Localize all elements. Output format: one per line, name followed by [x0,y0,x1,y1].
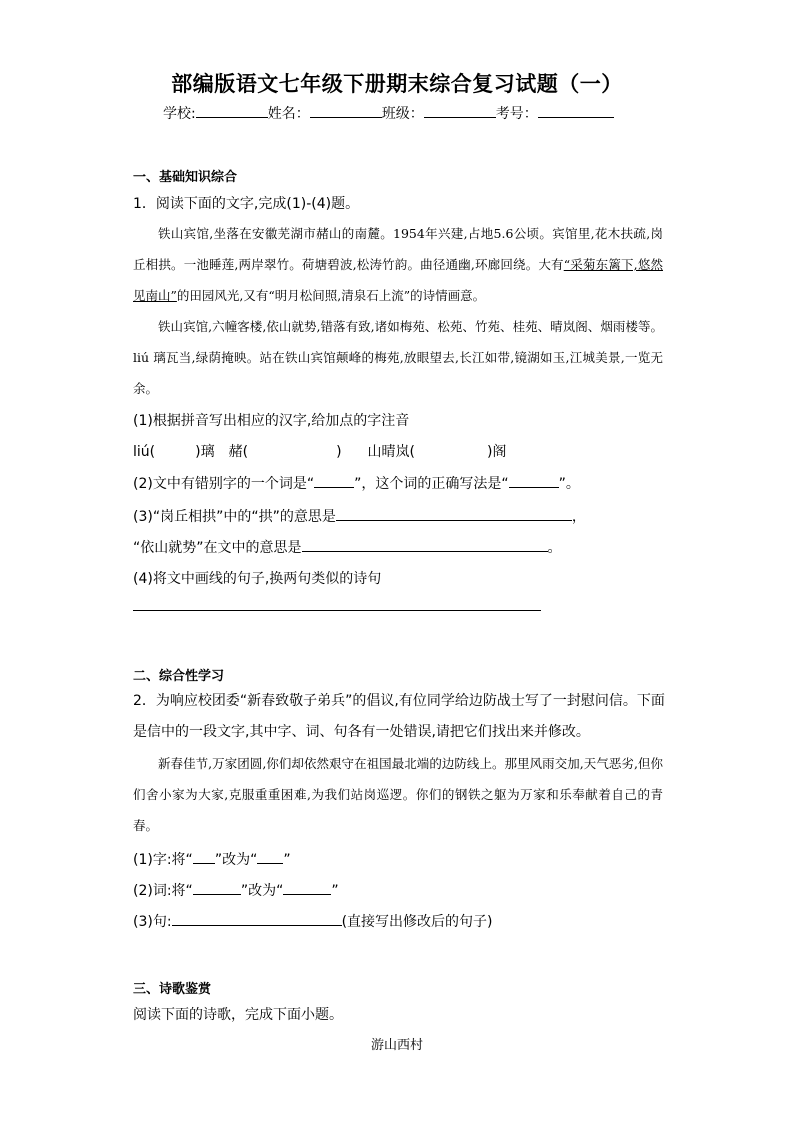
sub1-b-open: 赭( [228,444,249,460]
s2-text-a: (2)词:将“ [133,883,193,899]
sub3-text-a: (3)“岗丘相拱”中的“拱”的意思是 [133,509,336,525]
class-blank[interactable] [424,103,496,118]
passage-paragraph-2: 铁山宾馆,六幢客楼,依山就势,错落有致,诸如梅苑、松苑、竹苑、桂苑、晴岚阁、烟雨楼等。liú 璃瓦当,绿荫掩映。站在铁山宾馆颠峰的梅苑,放眼望去,长江如带,镜湖如玉,江城美景,一览无余。 [133,319,663,396]
sub2-text-a: (2)文中有错别字的一个词是“ [133,476,315,492]
s1-text-b: ”改为“ [214,852,258,868]
underlined-poem-line: “采菊东篱下,悠然见南山” [133,257,663,303]
word-correct-blank[interactable] [283,881,331,895]
sub1-c-open: 山晴岚( [367,444,415,460]
char-wrong-blank[interactable] [193,850,215,864]
sentence-fix-blank[interactable] [172,912,342,926]
wrong-word-blank[interactable] [314,474,354,488]
s3-text-a: (3)句: [133,914,172,930]
sub1-a-close: )璃 [195,444,215,460]
exam-number-blank[interactable] [538,103,614,118]
section2-heading: 二、综合性学习 [133,669,225,684]
s1-text-a: (1)字:将“ [133,852,193,868]
passage-p1-text-b: 的田园风光,又有“明月松间照,清泉石上流”的诗情画意。 [176,288,486,303]
word-wrong-blank[interactable] [193,881,241,895]
passage-p1-text-a: 铁山宾馆,坐落在安徽芜湖市赭山的南麓。1954年兴建,占地5.6公顷。宾馆里,花木扶疏,岗丘相拱。一池睡莲,两岸翠竹。荷塘碧波,松涛竹韵。曲径通幽,环廊回绕。大有 [133,226,663,272]
q2-prompt-line1: 2．为响应校团委“新春致敬子弟兵”的倡议,有位同学给边防战士写了一封慰问信。下面 [133,693,665,709]
q2-sub2 [133,880,339,900]
q2-sub1 [133,849,291,869]
section3-prompt: 阅读下面的诗歌，完成下面小题。 [133,1007,343,1023]
school-blank[interactable] [196,103,268,118]
sub1-c-close: )阁 [487,444,507,460]
page-title: 部编版语文七年级下册期末综合复习试题（一） [171,71,623,96]
student-info-line [163,103,614,123]
name-blank[interactable] [310,103,382,118]
section3-heading: 三、诗歌鉴赏 [133,982,212,997]
s3-text-b: (直接写出修改后的句子) [341,914,493,930]
school-label: 学校: [163,106,196,122]
sub3-text-c: “依山就势”在文中的意思是 [133,540,302,556]
sub1-b-close: ) [336,444,342,460]
q1-sub3-line2 [133,537,562,557]
s2-text-b: ”改为“ [240,883,284,899]
yishan-meaning-blank[interactable] [302,538,548,552]
passage-paragraph-1 [133,218,663,311]
q1-sub1-answers [133,441,506,461]
sub2-text-b: ”，这个词的正确写法是“ [354,476,509,492]
gong-meaning-blank[interactable] [336,507,572,521]
sub4-answer-line[interactable] [133,610,541,611]
q2-prompt-line2: 是信中的一段文字,其中字、词、句各有一处错误,请把它们找出来并修改。 [133,724,590,740]
sub1-a-open: liú( [133,444,156,460]
q1-sub3-line1 [133,506,586,526]
correct-word-blank[interactable] [509,474,559,488]
q2-sub3 [133,911,493,931]
char-correct-blank[interactable] [257,850,283,864]
s1-text-c: ” [283,852,291,868]
class-label: 班级： [381,106,424,122]
q1-sub4: (4)将文中画线的句子,换两句类似的诗句 [133,571,382,587]
s2-text-c: ” [331,883,339,899]
sub3-text-b: ， [571,509,586,525]
exam-number-label: 考号： [495,106,538,122]
section1-heading: 一、基础知识综合 [133,170,238,185]
q1-sub1: (1)根据拼音写出相应的汉字,给加点的字注音 [133,413,410,429]
sub2-text-c: ”。 [558,476,580,492]
poem-title: 游山西村 [370,1038,423,1053]
q1-sub2 [133,473,580,493]
name-label: 姓名： [267,106,310,122]
letter-excerpt: 新春佳节,万家团圆,你们却依然艰守在祖国最北端的边防线上。那里风雨交加,天气恶劣,但你们舍小家为大家,克服重重困难,为我们站岗巡逻。你们的钢铁之躯为万家和乐奉献着自己的青春。 [133,756,663,833]
sub3-text-d: 。 [547,540,562,556]
q1-prompt: 1．阅读下面的文字,完成(1)-(4)题。 [133,196,360,212]
